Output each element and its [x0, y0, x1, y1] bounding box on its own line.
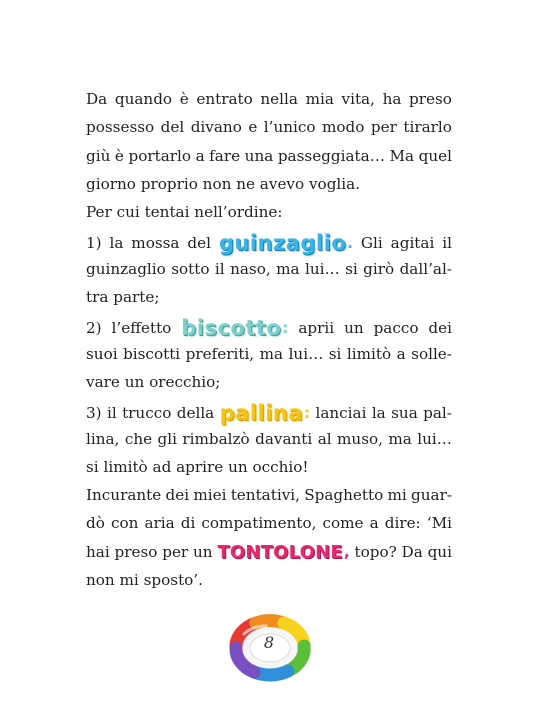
text-line [86, 401, 452, 429]
highlight-guinzaglio [218, 231, 354, 256]
word: Incurante [86, 486, 162, 505]
word: si [345, 259, 358, 278]
text-line [86, 231, 452, 259]
word: miei [193, 486, 227, 505]
word: come [322, 514, 364, 533]
word: mossa [131, 234, 180, 253]
word: lui… [304, 259, 340, 278]
word: sotto [171, 259, 210, 278]
word: a [195, 146, 205, 165]
word: a [369, 514, 379, 533]
word: gli [157, 429, 177, 448]
word: lui… [288, 344, 324, 363]
text-line [86, 203, 452, 231]
word: Da [401, 542, 423, 561]
word: entrato [196, 90, 253, 108]
word: Spaghetto [304, 486, 384, 505]
text-line [86, 118, 452, 146]
word: preso [114, 542, 158, 561]
word: una [244, 146, 274, 165]
word: ma [276, 259, 300, 278]
word: ma [388, 429, 412, 448]
word: l’effetto [111, 319, 172, 338]
highlight-punct: , [343, 542, 350, 561]
word: tentativi, [230, 486, 300, 505]
word: aprii [298, 319, 335, 338]
highlight-punct: . [347, 234, 354, 253]
word: dò [86, 514, 105, 533]
word: giù [86, 146, 111, 165]
word: passeggiata… [277, 146, 385, 165]
highlight-word-pallina: pallina [219, 401, 304, 426]
text-line [86, 571, 452, 599]
text-line [86, 90, 452, 118]
text-line [86, 260, 452, 288]
word: del [160, 118, 185, 137]
word: compatimento, [201, 514, 317, 533]
word: 3) [86, 404, 102, 423]
word: il [106, 404, 117, 423]
word: è [114, 146, 124, 165]
text-line [86, 430, 452, 458]
word: modo [322, 118, 365, 137]
word: muso, [337, 429, 383, 448]
word: mia [305, 90, 334, 108]
word: del [187, 234, 211, 253]
line-text: vare un orecchio; [86, 372, 221, 391]
text-line [86, 514, 452, 542]
highlight-word-biscotto: biscotto [181, 316, 282, 341]
word: aria [144, 514, 175, 533]
word: suoi [86, 344, 118, 363]
word: ha [382, 90, 402, 108]
word: il [214, 259, 225, 278]
highlight-biscotto [181, 316, 289, 341]
word: topo? [354, 542, 397, 561]
word: mi [387, 486, 407, 505]
word: che [124, 429, 153, 448]
word: quando [114, 90, 173, 108]
word: hai [86, 542, 110, 561]
word: nella [260, 90, 298, 108]
word: 1) [86, 234, 102, 253]
text-line [86, 543, 452, 571]
word: agitai [390, 234, 435, 253]
word: della [176, 404, 215, 423]
text-line [86, 316, 452, 344]
highlight-pallina [219, 401, 311, 426]
word: l’unico [263, 118, 316, 137]
highlight-punct: : [282, 319, 289, 338]
story-text [86, 90, 452, 599]
word: lanciai [315, 404, 367, 423]
word: vita, [341, 90, 375, 108]
word: dei [428, 319, 452, 338]
word: quel [418, 146, 452, 165]
word: dall’al- [399, 259, 452, 278]
word: Gli [360, 234, 383, 253]
line-text: si limitò ad aprire un occhio! [86, 457, 309, 476]
word: portarlo [128, 146, 192, 165]
word: trucco [122, 404, 172, 423]
text-line [86, 486, 452, 514]
word: al [317, 429, 332, 448]
line-text: Per cui tentai nell’ordine: [86, 203, 283, 222]
text-line [86, 345, 452, 373]
word: è [179, 90, 189, 108]
word: guar- [411, 486, 452, 505]
word: dire: [384, 514, 421, 533]
text-line [86, 175, 452, 203]
word: 2) [86, 319, 102, 338]
highlight-punct: : [304, 404, 311, 423]
word: biscotti [123, 344, 181, 363]
word: limitò [346, 344, 392, 363]
word: fare [209, 146, 241, 165]
word: si [328, 344, 342, 363]
word: un [344, 319, 364, 338]
word: tirarlo [403, 118, 452, 137]
word: naso, [230, 259, 271, 278]
text-line [86, 373, 452, 401]
word: pacco [373, 319, 419, 338]
word: solle- [411, 344, 452, 363]
word: dei [165, 486, 190, 505]
word: preferiti, [185, 344, 255, 363]
word: preso [409, 90, 452, 108]
word: di [180, 514, 196, 533]
text-line [86, 458, 452, 486]
highlight-tontolone [217, 543, 349, 561]
word: e [248, 118, 258, 137]
word: Ma [389, 146, 415, 165]
word: lui… [417, 429, 452, 448]
word: davanti [255, 429, 313, 448]
word: un [193, 542, 213, 561]
word: per [370, 118, 397, 137]
word: possesso [86, 118, 155, 137]
word: sua [391, 404, 418, 423]
word: la [371, 404, 386, 423]
word: Da [86, 90, 108, 108]
word: divano [190, 118, 242, 137]
word: con [110, 514, 139, 533]
highlight-word-guinzaglio: guinzaglio [218, 231, 347, 256]
word: la [109, 234, 124, 253]
word: qui [427, 542, 452, 561]
word: ma [259, 344, 284, 363]
word: a [396, 344, 406, 363]
word: rimbalzò [182, 429, 250, 448]
word: per [162, 542, 189, 561]
word: pal- [423, 404, 452, 423]
word: lina, [86, 429, 120, 448]
word: ‘Mi [426, 514, 452, 533]
line-text: tra parte; [86, 288, 160, 307]
text-line [86, 147, 452, 175]
text-line [86, 288, 452, 316]
word: il [442, 234, 452, 253]
word: girò [363, 259, 395, 278]
highlight-word-tontolone: TONTOLONE [217, 541, 343, 563]
line-text: giorno proprio non ne avevo voglia. [86, 174, 361, 193]
line-text: non mi sposto’. [86, 571, 203, 590]
page-number: 8 [263, 633, 275, 652]
word: guinzaglio [86, 259, 166, 278]
